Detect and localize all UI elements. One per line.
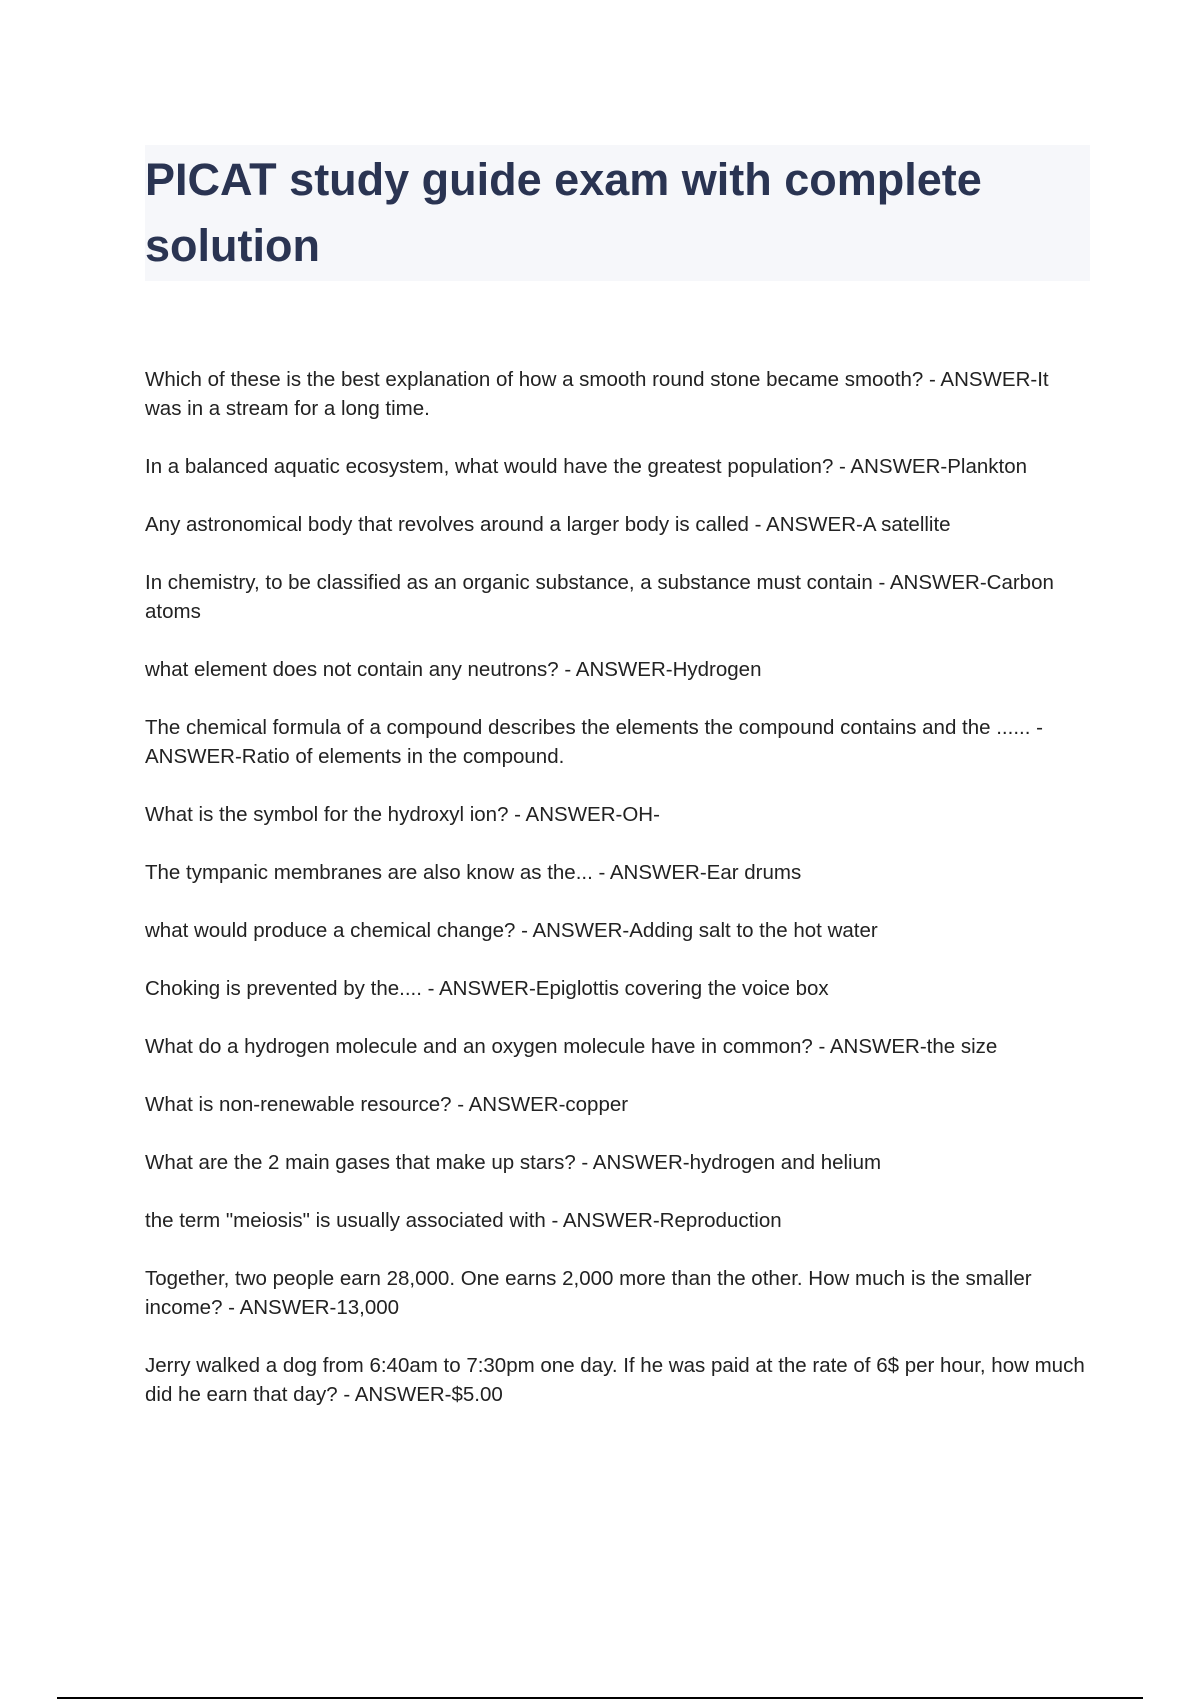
qa-item: Choking is prevented by the.... - ANSWER-Epiglottis covering the voice box	[145, 977, 829, 1000]
qa-list	[145, 365, 1090, 1438]
qa-item: Jerry walked a dog from 6:40am to 7:30pm one day. If he was paid at the rate of 6$ per hour, how much did he earn that day? - ANSWER-$5.00	[145, 1354, 1085, 1406]
page-bottom-divider	[57, 1697, 1143, 1699]
qa-item: Which of these is the best explanation of how a smooth round stone became smooth? - ANSWER-It was in a stream for a long time.	[145, 368, 1049, 420]
qa-item: what element does not contain any neutrons? - ANSWER-Hydrogen	[145, 658, 762, 681]
qa-item: What are the 2 main gases that make up stars? - ANSWER-hydrogen and helium	[145, 1151, 882, 1174]
qa-item: The chemical formula of a compound describes the elements the compound contains and the ...... - ANSWER-Ratio of elements in the compound.	[145, 716, 1043, 768]
qa-item: Together, two people earn 28,000. One earns 2,000 more than the other. How much is the smaller income? - ANSWER-13,000	[145, 1267, 1032, 1319]
qa-item: What do a hydrogen molecule and an oxygen molecule have in common? - ANSWER-the size	[145, 1035, 998, 1058]
qa-item: In a balanced aquatic ecosystem, what would have the greatest population? - ANSWER-Plankton	[145, 455, 1028, 478]
qa-item: In chemistry, to be classified as an organic substance, a substance must contain - ANSWER-Carbon atoms	[145, 571, 1054, 623]
qa-item: The tympanic membranes are also know as the... - ANSWER-Ear drums	[145, 861, 802, 884]
qa-item: What is non-renewable resource? - ANSWER-copper	[145, 1093, 629, 1116]
page-title: PICAT study guide exam with complete solution	[145, 154, 982, 271]
title-block	[145, 145, 1090, 281]
qa-item: the term "meiosis" is usually associated with - ANSWER-Reproduction	[145, 1209, 782, 1232]
qa-item: What is the symbol for the hydroxyl ion? - ANSWER-OH-	[145, 803, 660, 826]
qa-item: Any astronomical body that revolves around a larger body is called - ANSWER-A satellite	[145, 513, 951, 536]
qa-item: what would produce a chemical change? - ANSWER-Adding salt to the hot water	[145, 919, 878, 942]
